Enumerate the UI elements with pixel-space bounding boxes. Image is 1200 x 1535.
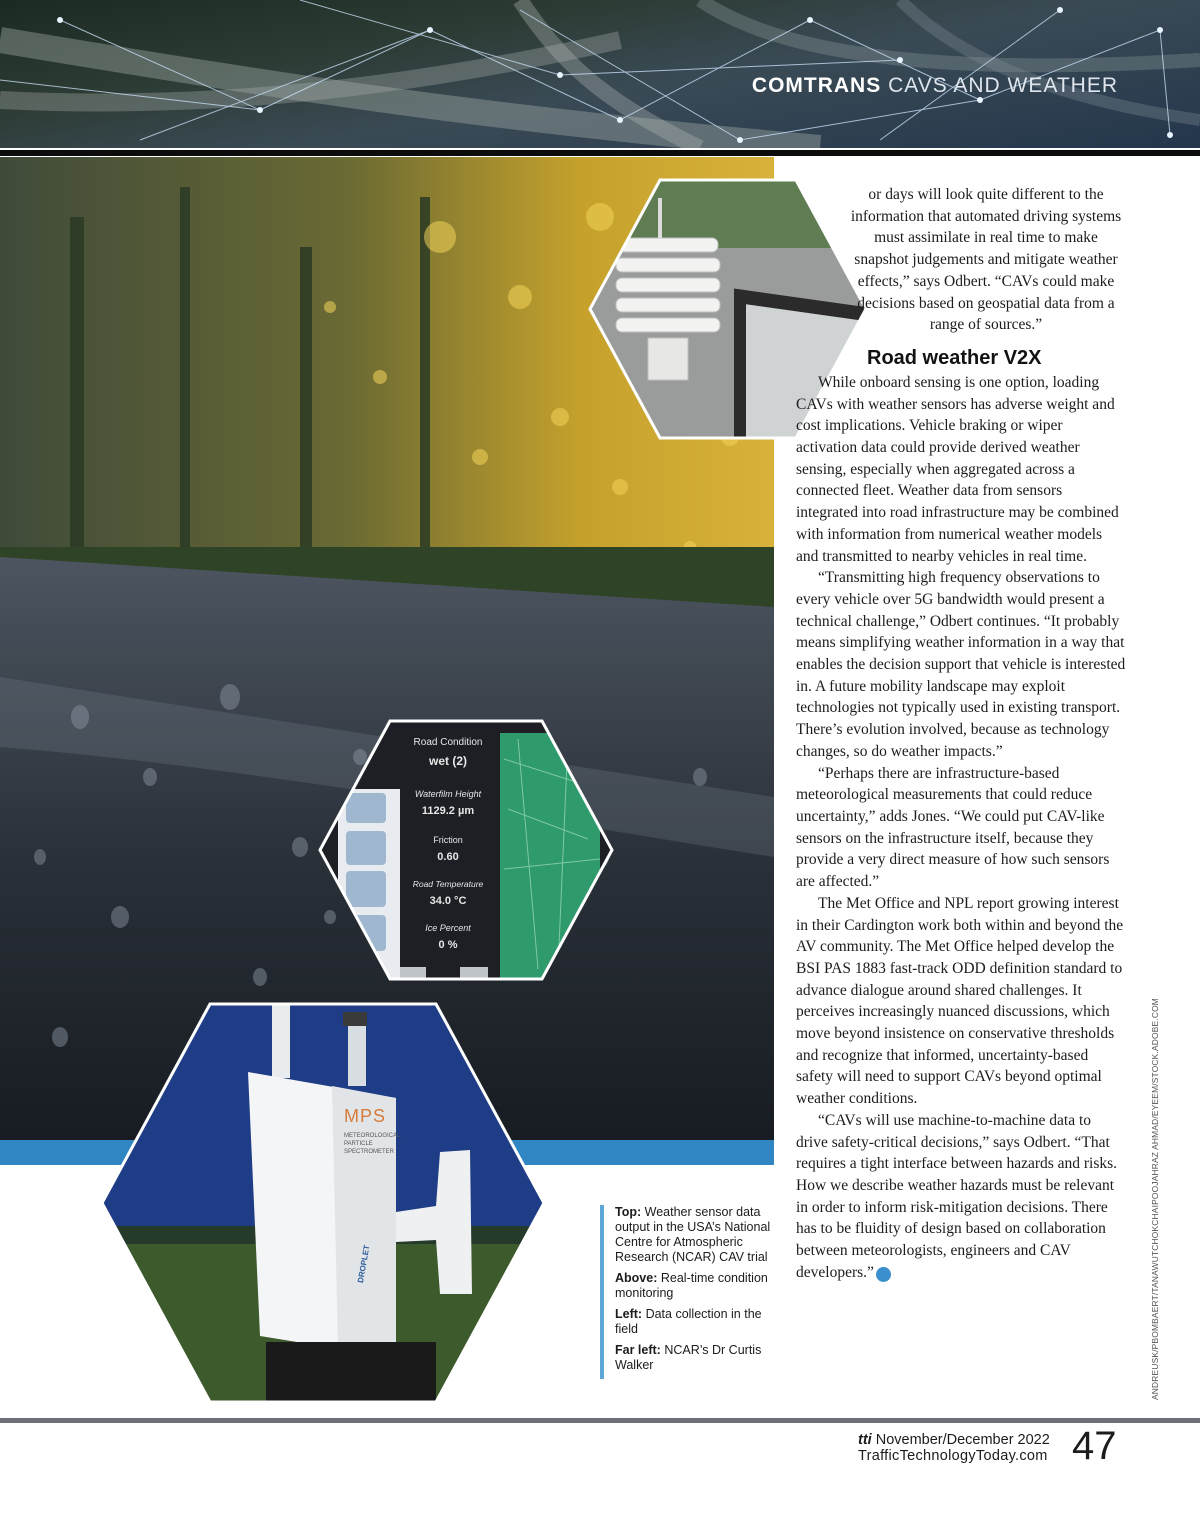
monitor-label: Road Condition (413, 737, 483, 748)
subheading: Road weather V2X (867, 346, 1042, 369)
device-brand-label: DROPLET (356, 1244, 372, 1284)
monitor-value: 1129.2 µm (421, 805, 475, 817)
header-rule (0, 150, 1200, 156)
paragraph: While onboard sensing is one option, loading CAVs with weather sensors has adverse weight and cost implications. Vehicle braking or wiper activation data could provide derived weather sensing, especially when aggregated across a connected fleet. Weather data from sensors integrated into road infrastructure may be combined with information from numerical weather models and transmitted to nearby vehicles in real time. (796, 373, 1119, 565)
monitor-readout-4 (404, 879, 492, 907)
caption-text: Weather sensor data output in the USA’s National Centre for Atmospheric Research (NCAR) CAV trial (615, 1205, 771, 1264)
monitor-label: Road Temperature (412, 879, 484, 889)
caption-far-left (615, 1343, 780, 1373)
monitor-value: 0 % (438, 939, 458, 951)
paragraph (796, 1110, 1126, 1284)
paragraph-text: “CAVs will use machine-to-machine data to drive safety-critical decisions,” says Odbert. “That requires a tight interface between hazards and risks. How we describe weather hazards must be relevant in order to inform risk-mitigation decisions. There has to be fluidity of design based on collaboration between meteorologists, engineers and CAV developers.” (796, 1111, 1118, 1281)
device-label-sub (344, 1132, 400, 1156)
monitor-value: 34.0 °C (429, 895, 467, 907)
photo-credit (1150, 998, 1164, 1400)
article-body (796, 184, 1126, 1283)
device-label-line: METEOROLOGICAL (344, 1133, 401, 1139)
monitor-readout-3 (404, 835, 492, 863)
issue-date: November/December 2022 (875, 1432, 1050, 1448)
section-name: COMTRANS (751, 74, 882, 97)
monitor-value: 0.60 (437, 851, 459, 863)
caption-label: Far left: (615, 1343, 661, 1357)
monitor-readout-2 (404, 789, 492, 817)
section-topic: CAVS AND WEATHER (888, 74, 1118, 97)
photo-credit-text: ANDREUSK/PBOMBAERT/TANAWUTCHOKCHAIPOOJAHRAZ AHMAD/EYEEM/STOCK.ADOBE.COM (1150, 998, 1160, 1400)
footer-rule (0, 1418, 1200, 1423)
caption-text: Real-time condition monitoring (615, 1271, 768, 1300)
section-header (752, 74, 1118, 98)
caption-label: Left: (615, 1307, 643, 1321)
caption-above (615, 1271, 780, 1301)
monitor-label: Waterfilm Height (414, 789, 482, 799)
monitor-label: Ice Percent (425, 923, 471, 933)
monitor-label: Friction (433, 835, 463, 845)
device-label-line: PARTICLE (344, 1141, 373, 1147)
footer (858, 1432, 1050, 1464)
paragraph: The Met Office and NPL report growing interest in their Cardington work both within and beyond the AV community. The Met Office helped develop the BSI PAS 1883 fast-track ODD definition standard to advance dialogue around shared challenges. It perceives increasingly nuanced discussions, which move beyond insistence on conservative thresholds and recognize that informed, uncertainty-based safety will need to support CAVs beyond optimal weather conditions. (796, 894, 1124, 1108)
end-of-article-icon: ✕ (876, 1267, 891, 1282)
caption-top (615, 1205, 780, 1265)
monitor-readout-1 (404, 737, 492, 768)
caption-label: Above: (615, 1271, 658, 1285)
monitor-readout-5 (404, 923, 492, 951)
caption-text: NCAR’s Dr Curtis Walker (615, 1343, 762, 1372)
paragraph: “Transmitting high frequency observations to every vehicle over 5G bandwidth would present a technical challenge,” Odbert continues. “It probably means simplifying weather information in a way that enables the decision support that vehicle is interested in. A future mobility landscape may exploit technologies not typically used in existing transport. There’s evolution involved, because as technology changes, so do weather impacts.” (796, 569, 1126, 760)
page-number: 47 (1072, 1424, 1117, 1468)
particle-spectrometer-photo (100, 1002, 546, 1404)
caption-label: Top: (615, 1205, 642, 1219)
caption-left (615, 1307, 780, 1337)
photo-captions (600, 1205, 780, 1379)
device-label-line: SPECTROMETER (344, 1149, 395, 1155)
device-label-mps: MPS (344, 1106, 387, 1126)
header-banner-image (0, 0, 1200, 148)
magazine-brand: tti (858, 1432, 872, 1448)
paragraph: “Perhaps there are infrastructure-based meteorological measurements that could reduce uncertainty,” adds Jones. “We could put CAV-like sensors on the infrastructure itself, because they provide a very direct measure of how such sensors are affected.” (796, 764, 1110, 891)
website: TrafficTechnologyToday.com (858, 1448, 1048, 1464)
caption-text: Data collection in the field (615, 1307, 762, 1336)
road-condition-monitor-photo (318, 719, 614, 981)
paragraph: or days will look quite different to the information that automated driving systems must assimilate in real time to make snapshot judgements and mitigate weather effects,” says Odbert. “CAVs could make decisions based on geospatial data from a range of sources.” (850, 186, 1122, 334)
monitor-value: wet (2) (428, 754, 467, 768)
